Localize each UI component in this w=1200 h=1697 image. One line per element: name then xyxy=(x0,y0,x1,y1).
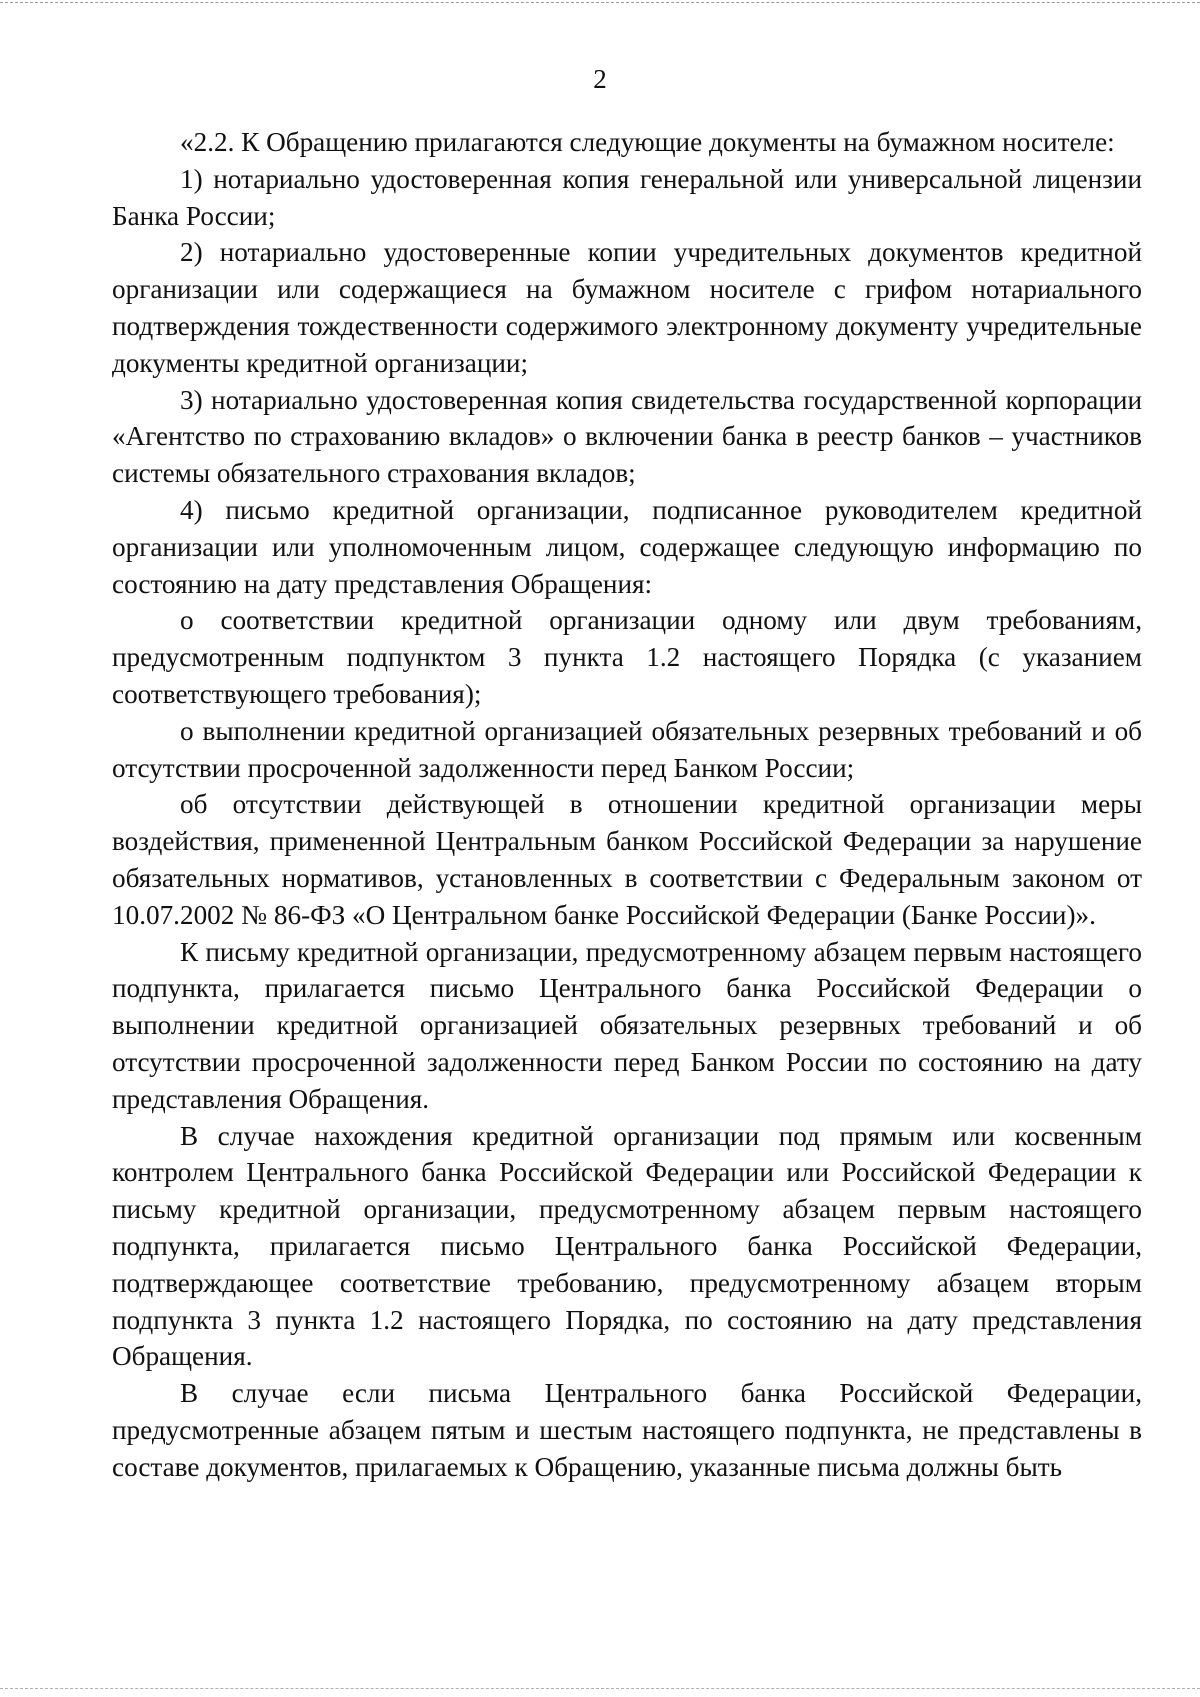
paragraph-item-2: 2) нотариально удостоверенные копии учредительных документов кредитной организации или содержащиеся на бумажном носителе с грифом нотариального подтверждения тождественности содержимого электронному документу учредительные документы кредитной организации; xyxy=(112,237,1142,378)
paragraph-item-3: 3) нотариально удостоверенная копия свидетельства государственной корпорации «Агентство по страхованию вкладов» о включении банка в реестр банков – участников системы обязательного страхования вкладов; xyxy=(112,384,1142,489)
paragraph-control-case: В случае нахождения кредитной организации под прямым или косвенным контролем Центрального банка Российской Федерации или Российской Федерации к письму кредитной организации, предусмотренному абзацем первым настоящего подпункта, прилагается письмо Центрального банка Российской Федерации, подтверждающее соответствие требованию, предусмотренному абзацем вторым подпункта 3 пункта 1.2 настоящего Порядка, по состоянию на дату представления Обращения. xyxy=(112,1120,1142,1372)
paragraph-item-4: 4) письмо кредитной организации, подписанное руководителем кредитной организации или уполномоченным лицом, содержащее следующую информацию по состоянию на дату представления Обращения: xyxy=(112,494,1142,599)
scan-edge-bottom xyxy=(0,1688,1200,1689)
paragraph-item-4-reserves: о выполнении кредитной организацией обязательных резервных требований и об отсутствии просроченной задолженности перед Банком России; xyxy=(112,715,1142,783)
paragraph-missing-letters: В случае если письма Центрального банка Российской Федерации, предусмотренные абзацем пятым и шестым настоящего подпункта, не представлены в составе документов, прилагаемых к Обращению, указанные письма должны быть xyxy=(112,1378,1142,1482)
paragraph-2-2-intro: «2.2. К Обращению прилагаются следующие документы на бумажном носителе: xyxy=(180,127,1115,157)
paragraph-item-4-sanctions: об отсутствии действующей в отношении кредитной организации меры воздействия, примененной Центральным банком Российской Федерации за нарушение обязательных нормативов, установленных в соответствии с Федеральным законом от 10.07.2002 № 86-ФЗ «О Центральном банке Российской Федерации (Банке России)». xyxy=(112,789,1142,930)
paragraph-attachment-letter: К письму кредитной организации, предусмотренному абзацем первым настоящего подпункта, прилагается письмо Центрального банка Российской Федерации о выполнении кредитной организацией обязательных резервных требований и об отсутствии просроченной задолженности перед Банком России по состоянию на дату представления Обращения. xyxy=(112,936,1142,1114)
paragraph-item-1: 1) нотариально удостоверенная копия генеральной или универсальной лицензии Банка России; xyxy=(112,163,1142,231)
scan-edge-top xyxy=(0,2,1200,3)
paragraph-item-4-compliance: о соответствии кредитной организации одному или двум требованиям, предусмотренным подпунктом 3 пункта 1.2 настоящего Порядка (с указанием соответствующего требования); xyxy=(112,605,1142,709)
document-body xyxy=(112,124,1142,1485)
page-number: 2 xyxy=(593,64,607,94)
